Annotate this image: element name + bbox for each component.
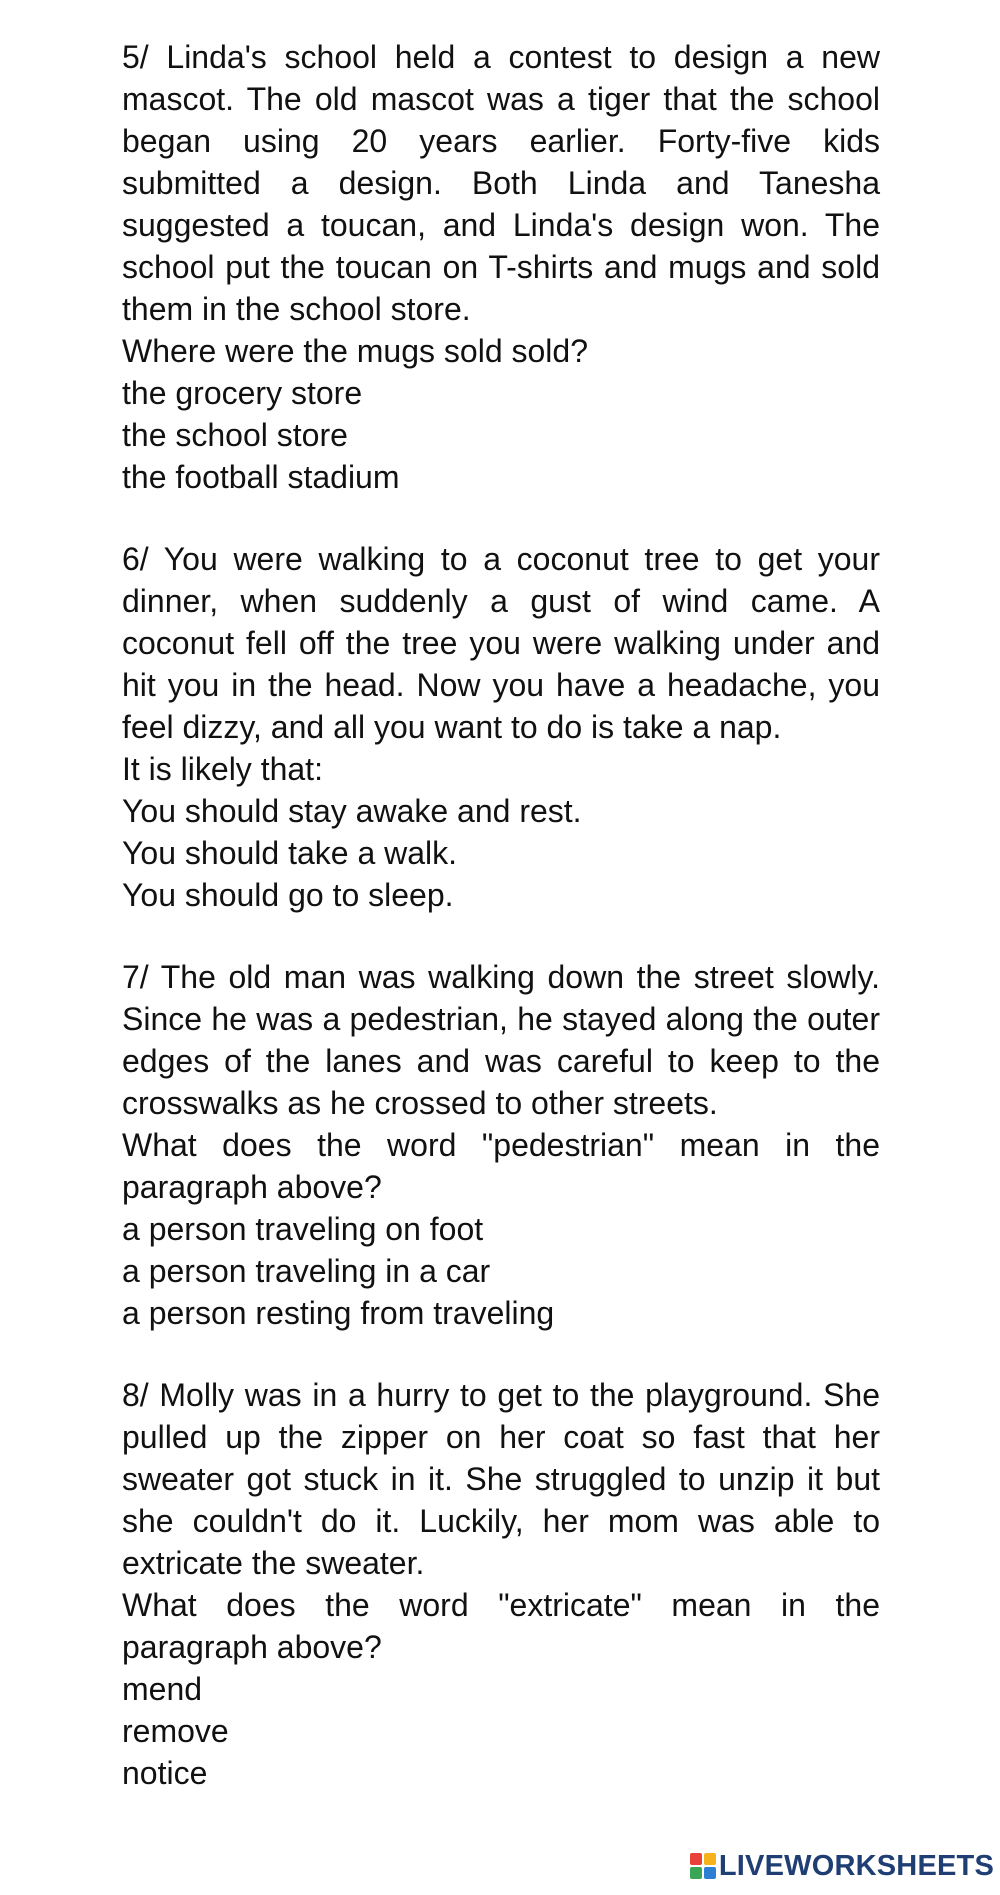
- logo-text: LIVEWORKSHEETS: [718, 1850, 994, 1882]
- answer-option[interactable]: notice: [122, 1755, 208, 1791]
- question-6: [122, 538, 880, 916]
- answer-option[interactable]: the grocery store: [122, 375, 363, 411]
- question-prompt: What does the word "extricate" mean in the paragraph above?: [122, 1587, 880, 1665]
- answer-option[interactable]: a person traveling on foot: [122, 1211, 484, 1247]
- answer-option[interactable]: You should stay awake and rest.: [122, 793, 582, 829]
- question-7: [122, 956, 880, 1334]
- answer-option[interactable]: the football stadium: [122, 459, 400, 495]
- question-passage: 6/ You were walking to a coconut tree to get your dinner, when suddenly a gust of wind came. A coconut fell off the tree you were walking under and hit you in the head. Now you have a headache, you feel dizzy, and all you want to do is take a nap.: [122, 541, 880, 745]
- question-prompt: Where were the mugs sold sold?: [122, 333, 588, 369]
- liveworksheets-logo: [690, 1849, 994, 1883]
- answer-option[interactable]: You should take a walk.: [122, 835, 458, 871]
- question-5: [122, 36, 880, 498]
- question-passage: 8/ Molly was in a hurry to get to the playground. She pulled up the zipper on her coat so fast that her sweater got stuck in it. She struggled to unzip it but she couldn't do it. Luckily, her mom was able to extricate the sweater.: [122, 1377, 880, 1581]
- worksheet: [122, 36, 880, 1834]
- question-prompt: What does the word "pedestrian" mean in the paragraph above?: [122, 1127, 880, 1205]
- answer-option[interactable]: You should go to sleep.: [122, 877, 454, 913]
- question-prompt: It is likely that:: [122, 751, 323, 787]
- answer-option[interactable]: a person resting from traveling: [122, 1295, 555, 1331]
- liveworksheets-logo-icon: [690, 1853, 716, 1879]
- question-8: [122, 1374, 880, 1794]
- question-passage: 7/ The old man was walking down the street slowly. Since he was a pedestrian, he stayed along the outer edges of the lanes and was careful to keep to the crosswalks as he crossed to other streets.: [122, 959, 880, 1121]
- answer-option[interactable]: a person traveling in a car: [122, 1253, 491, 1289]
- answer-option[interactable]: remove: [122, 1713, 229, 1749]
- question-passage: 5/ Linda's school held a contest to design a new mascot. The old mascot was a tiger that the school began using 20 years earlier. Forty-five kids submitted a design. Both Linda and Tanesha suggested a toucan, and Linda's design won. The school put the toucan on T-shirts and mugs and sold them in the school store.: [122, 39, 880, 327]
- answer-option[interactable]: mend: [122, 1671, 203, 1707]
- answer-option[interactable]: the school store: [122, 417, 348, 453]
